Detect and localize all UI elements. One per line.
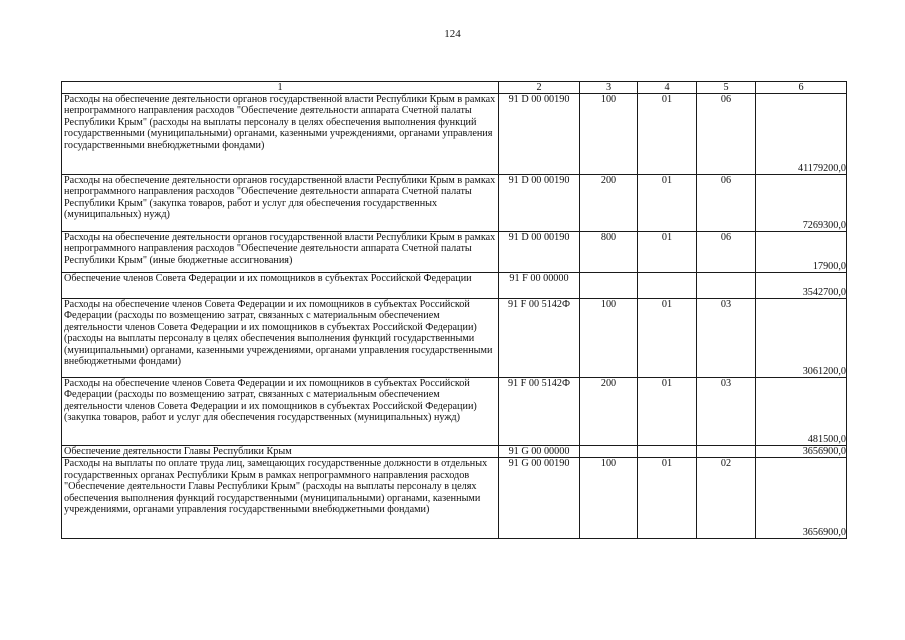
column-header: 2 (499, 82, 580, 94)
row-section: 01 (638, 94, 697, 175)
row-subsection: 06 (697, 232, 756, 273)
row-description: Обеспечение деятельности Главы Республики Крым (62, 446, 499, 458)
row-description: Расходы на выплаты по оплате труда лиц, замещающих государственные должности в отдельных государственных органах Республики Крым в рамках непрограммного направления расходов "Обеспечение деятельности Главы Республики Крым" (расходы на выплаты персоналу в целях обеспечения выполнения функций государственными (муниципальными) органами, казенными учреждениями, органами управления государственными внебюджетными фондами) (62, 458, 499, 539)
row-amount: 481500,0 (756, 378, 847, 446)
row-code: 91 G 00 00190 (499, 458, 580, 539)
table-row (62, 458, 847, 539)
row-subsection: 03 (697, 299, 756, 378)
row-expense-type (580, 273, 638, 299)
row-code: 91 F 00 5142Ф (499, 299, 580, 378)
row-subsection: 03 (697, 378, 756, 446)
row-subsection: 02 (697, 458, 756, 539)
table-row (62, 446, 847, 458)
row-section (638, 446, 697, 458)
row-description: Обеспечение членов Совета Федерации и их помощников в субъектах Российской Федерации (62, 273, 499, 299)
table-row (62, 175, 847, 232)
row-description: Расходы на обеспечение членов Совета Федерации и их помощников в субъектах Российской Федерации (расходы по возмещению затрат, связанных с материальным обеспечением деятельности членов Совета Федерации и их помощников в субъектах Российской Федерации) (расходы на выплаты персоналу в целях обеспечения выполнения функций государственными (муниципальными) органами, казенными учреждениями, органами управления государственными внебюджетными фондами) (62, 299, 499, 378)
row-description: Расходы на обеспечение деятельности органов государственной власти Республики Крым в рамках непрограммного направления расходов "Обеспечение деятельности аппарата Счетной палаты Республики Крым" (расходы на выплаты персоналу в целях обеспечения выполнения функций государственными (муниципальными) органами, казенными учреждениями, органами управления государственными внебюджетными фондами) (62, 94, 499, 175)
table-row (62, 299, 847, 378)
column-header: 5 (697, 82, 756, 94)
row-section: 01 (638, 232, 697, 273)
table-row (62, 94, 847, 175)
row-subsection (697, 273, 756, 299)
row-amount: 3542700,0 (756, 273, 847, 299)
column-header: 1 (62, 82, 499, 94)
row-code: 91 D 00 00190 (499, 94, 580, 175)
row-subsection (697, 446, 756, 458)
row-subsection: 06 (697, 175, 756, 232)
column-header: 3 (580, 82, 638, 94)
row-code: 91 D 00 00190 (499, 175, 580, 232)
row-expense-type: 100 (580, 458, 638, 539)
row-description: Расходы на обеспечение деятельности органов государственной власти Республики Крым в рамках непрограммного направления расходов "Обеспечение деятельности аппарата Счетной палаты Республики Крым" (закупка товаров, работ и услуг для обеспечения государственных (муниципальных) нужд) (62, 175, 499, 232)
row-expense-type: 800 (580, 232, 638, 273)
row-amount: 3656900,0 (756, 458, 847, 539)
row-expense-type: 200 (580, 175, 638, 232)
row-section: 01 (638, 378, 697, 446)
table-row (62, 273, 847, 299)
row-expense-type: 200 (580, 378, 638, 446)
row-expense-type: 100 (580, 94, 638, 175)
row-expense-type (580, 446, 638, 458)
row-code: 91 G 00 00000 (499, 446, 580, 458)
page-number: 124 (444, 28, 461, 40)
row-section (638, 273, 697, 299)
row-amount: 7269300,0 (756, 175, 847, 232)
row-code: 91 F 00 5142Ф (499, 378, 580, 446)
row-description: Расходы на обеспечение деятельности органов государственной власти Республики Крым в рамках непрограммного направления расходов "Обеспечение деятельности аппарата Счетной палаты Республики Крым" (иные бюджетные ассигнования) (62, 232, 499, 273)
row-amount: 17900,0 (756, 232, 847, 273)
row-section: 01 (638, 299, 697, 378)
row-section: 01 (638, 458, 697, 539)
row-section: 01 (638, 175, 697, 232)
row-amount: 3061200,0 (756, 299, 847, 378)
row-code: 91 F 00 00000 (499, 273, 580, 299)
budget-table (61, 81, 847, 539)
column-header: 4 (638, 82, 697, 94)
table-row (62, 378, 847, 446)
row-amount: 41179200,0 (756, 94, 847, 175)
row-expense-type: 100 (580, 299, 638, 378)
row-amount: 3656900,0 (756, 446, 847, 458)
row-subsection: 06 (697, 94, 756, 175)
row-code: 91 D 00 00190 (499, 232, 580, 273)
table-row (62, 232, 847, 273)
table-header-row (62, 82, 847, 94)
row-description: Расходы на обеспечение членов Совета Федерации и их помощников в субъектах Российской Федерации (расходы по возмещению затрат, связанных с материальным обеспечением деятельности членов Совета Федерации и их помощников в субъектах Российской Федерации) (закупка товаров, работ и услуг для обеспечения государственных (муниципальных) нужд) (62, 378, 499, 446)
column-header: 6 (756, 82, 847, 94)
